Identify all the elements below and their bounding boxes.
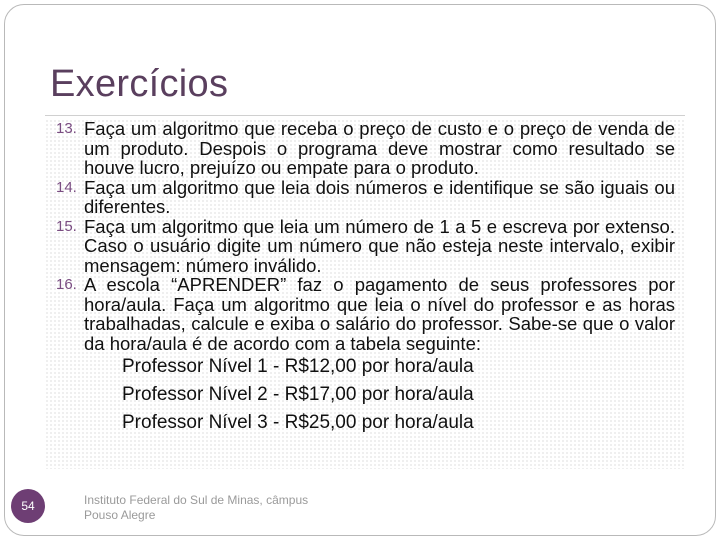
footer-line-1: Instituto Federal do Sul de Minas, câmpus bbox=[84, 493, 309, 507]
salary-table-row-3: Professor Nível 3 - R$25,00 por hora/aula bbox=[122, 412, 474, 433]
exercise-number: 14. bbox=[56, 178, 77, 196]
exercise-text: A escola “APRENDER” faz o pagamento de seus professores por hora/aula. Faça um algoritmo que leia o nível do professor e as horas trabalhadas, calcule e exiba o salário do professor. Sabe-se que o valor da hora/aula é de acordo com a tabela seguinte: bbox=[84, 274, 675, 354]
salary-table-row-1: Professor Nível 1 - R$12,00 por hora/aula bbox=[122, 356, 474, 377]
exercise-number: 15. bbox=[56, 217, 77, 235]
title-divider bbox=[45, 115, 685, 116]
exercise-16 bbox=[53, 275, 675, 437]
exercise-text: Faça um algoritmo que leia um número de 1 a 5 e escreva por extenso. Caso o usuário digite um número que não esteja neste intervalo, exibir mensagem: número inválido. bbox=[84, 215, 675, 276]
content-area bbox=[45, 119, 685, 469]
exercise-14 bbox=[53, 178, 675, 217]
slide-title: Exercícios bbox=[50, 63, 229, 105]
exercise-15 bbox=[53, 217, 675, 276]
salary-table-row-2: Professor Nível 2 - R$17,00 por hora/aula bbox=[122, 384, 474, 405]
slide-footer bbox=[84, 493, 308, 523]
footer-line-2: Pouso Alegre bbox=[84, 508, 156, 522]
exercise-number: 13. bbox=[56, 120, 77, 137]
slide bbox=[4, 4, 716, 536]
page-number-badge: 54 bbox=[11, 489, 45, 523]
exercise-13 bbox=[53, 119, 675, 178]
exercise-number: 16. bbox=[56, 276, 77, 293]
exercise-text: Faça um algoritmo que leia dois números e identifique se são iguais ou diferentes. bbox=[84, 176, 675, 217]
exercise-text: Faça um algoritmo que receba o preço de custo e o preço de venda de um produto. Despois o programa deve mostrar como resultado se houve lucro, prejuízo ou empate para o produto. bbox=[84, 118, 675, 178]
exercise-list bbox=[53, 119, 675, 437]
